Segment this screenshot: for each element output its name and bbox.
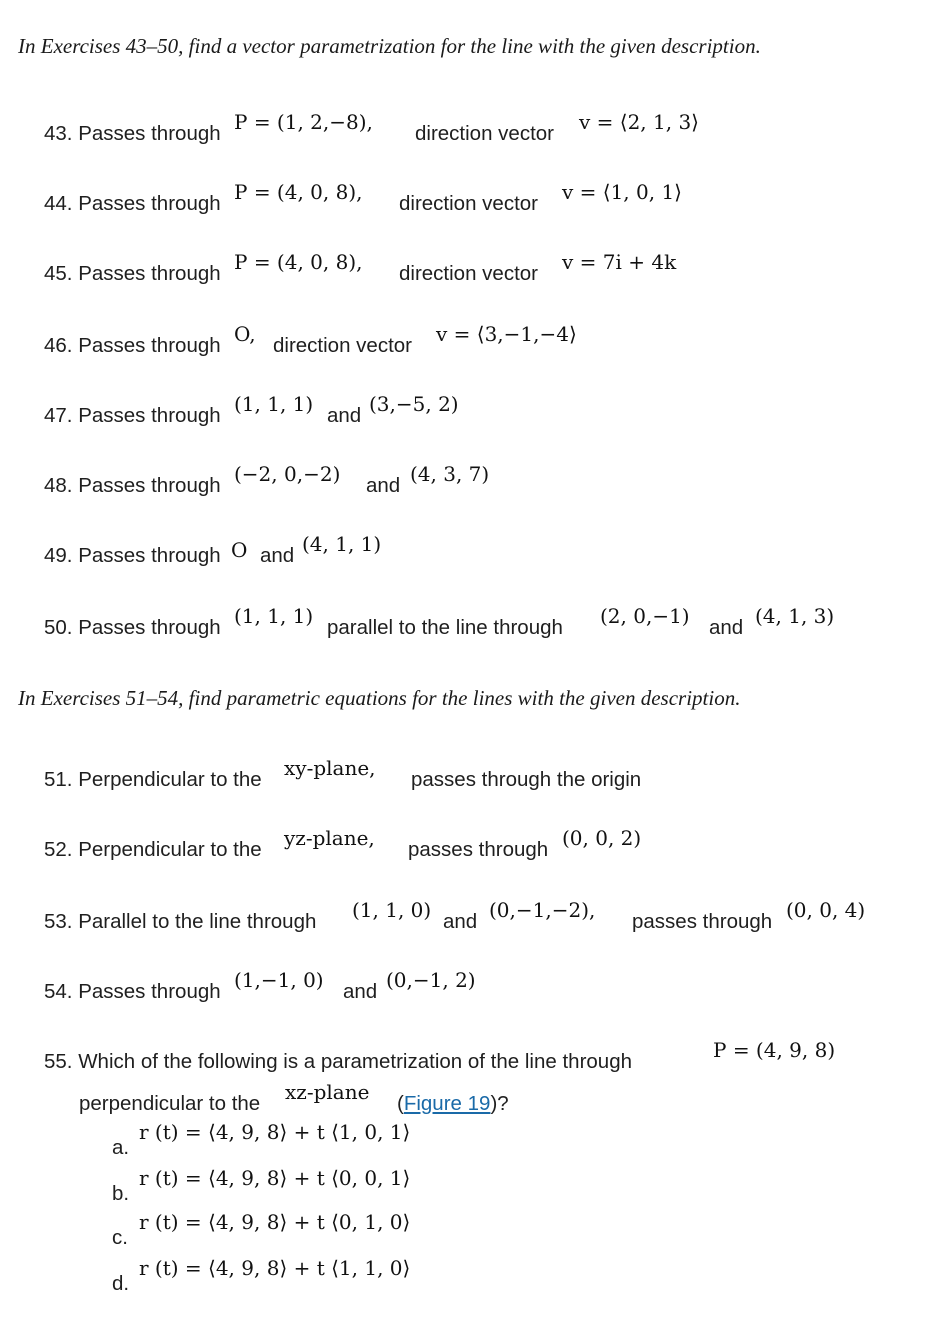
exercise-text: and xyxy=(366,474,401,497)
math-plane: xy-plane, xyxy=(284,756,376,780)
exercise-text: passes through xyxy=(408,838,549,861)
exercise-text: perpendicular to the xyxy=(79,1092,261,1115)
option-expression: r (t) = ⟨4, 9, 8⟩ + t ⟨1, 0, 1⟩ xyxy=(139,1120,411,1144)
exercise-text: 52. Perpendicular to the xyxy=(44,838,262,861)
exercise-text: 45. Passes through xyxy=(44,262,221,285)
math-point: (4, 1, 3) xyxy=(755,604,835,628)
exercise-text: 55. Which of the following is a parametrization of the line through xyxy=(44,1050,632,1073)
math-point: O xyxy=(231,538,248,562)
math-point: (1, 1, 0) xyxy=(352,898,432,922)
exercise-text: direction vector xyxy=(273,334,413,357)
math-point: O, xyxy=(234,322,256,346)
option-label: b. xyxy=(112,1182,130,1205)
option-expression: r (t) = ⟨4, 9, 8⟩ + t ⟨1, 1, 0⟩ xyxy=(139,1256,411,1280)
option-label: d. xyxy=(112,1272,130,1295)
math-point: P = (4, 0, 8), xyxy=(234,180,363,204)
math-plane: yz-plane, xyxy=(284,826,375,850)
math-point: P = (1, 2,−8), xyxy=(234,110,373,134)
figure-reference xyxy=(397,1092,509,1116)
paren-open: ( xyxy=(397,1092,404,1115)
exercise-text: 43. Passes through xyxy=(44,122,221,145)
math-point: (0, 0, 4) xyxy=(786,898,866,922)
exercise-text: 53. Parallel to the line through xyxy=(44,910,317,933)
math-point: (0,−1, 2) xyxy=(386,968,476,992)
option-label: a. xyxy=(112,1136,130,1159)
exercise-text: 49. Passes through xyxy=(44,544,221,567)
exercise-text: 54. Passes through xyxy=(44,980,221,1003)
exercise-text: 47. Passes through xyxy=(44,404,221,427)
exercise-text: 48. Passes through xyxy=(44,474,221,497)
math-point: (3,−5, 2) xyxy=(369,392,459,416)
math-vector: v = ⟨1, 0, 1⟩ xyxy=(562,180,682,204)
exercise-text: and xyxy=(443,910,478,933)
option-expression: r (t) = ⟨4, 9, 8⟩ + t ⟨0, 0, 1⟩ xyxy=(139,1166,411,1190)
option-expression: r (t) = ⟨4, 9, 8⟩ + t ⟨0, 1, 0⟩ xyxy=(139,1210,411,1234)
exercise-text: 51. Perpendicular to the xyxy=(44,768,262,791)
math-point: (0,−1,−2), xyxy=(489,898,596,922)
math-point: (4, 3, 7) xyxy=(410,462,490,486)
exercise-text: and xyxy=(260,544,295,567)
exercise-text: 50. Passes through xyxy=(44,616,221,639)
math-vector: v = ⟨3,−1,−4⟩ xyxy=(436,322,577,346)
math-vector: v = ⟨2, 1, 3⟩ xyxy=(579,110,699,134)
option-label: c. xyxy=(112,1226,128,1249)
math-point: (0, 0, 2) xyxy=(562,826,642,850)
exercise-text: direction vector xyxy=(399,262,539,285)
math-point: P = (4, 0, 8), xyxy=(234,250,363,274)
exercise-text: and xyxy=(327,404,362,427)
paren-close: )? xyxy=(490,1092,509,1115)
exercise-text: 46. Passes through xyxy=(44,334,221,357)
exercise-text: 44. Passes through xyxy=(44,192,221,215)
exercise-text: passes through xyxy=(632,910,773,933)
math-point: (1, 1, 1) xyxy=(234,604,314,628)
math-point: (−2, 0,−2) xyxy=(234,462,341,486)
exercise-text: passes through the origin xyxy=(411,768,642,791)
math-plane: xz-plane xyxy=(285,1080,370,1104)
math-point: P = (4, 9, 8) xyxy=(713,1038,836,1062)
math-point: (1, 1, 1) xyxy=(234,392,314,416)
exercise-text: parallel to the line through xyxy=(327,616,563,639)
figure-19-link[interactable]: Figure 19 xyxy=(403,1092,491,1115)
exercise-text: and xyxy=(343,980,378,1003)
math-vector: v = 7i + 4k xyxy=(562,250,677,274)
math-point: (1,−1, 0) xyxy=(234,968,324,992)
exercise-text: and xyxy=(709,616,744,639)
exercise-text: direction vector xyxy=(415,122,555,145)
heading-exercises-51-54: In Exercises 51–54, find parametric equations for the lines with the given description. xyxy=(18,686,741,710)
exercise-text: direction vector xyxy=(399,192,539,215)
math-point: (2, 0,−1) xyxy=(600,604,690,628)
heading-exercises-43-50: In Exercises 43–50, find a vector parametrization for the line with the given description. xyxy=(18,34,761,58)
math-point: (4, 1, 1) xyxy=(302,532,382,556)
